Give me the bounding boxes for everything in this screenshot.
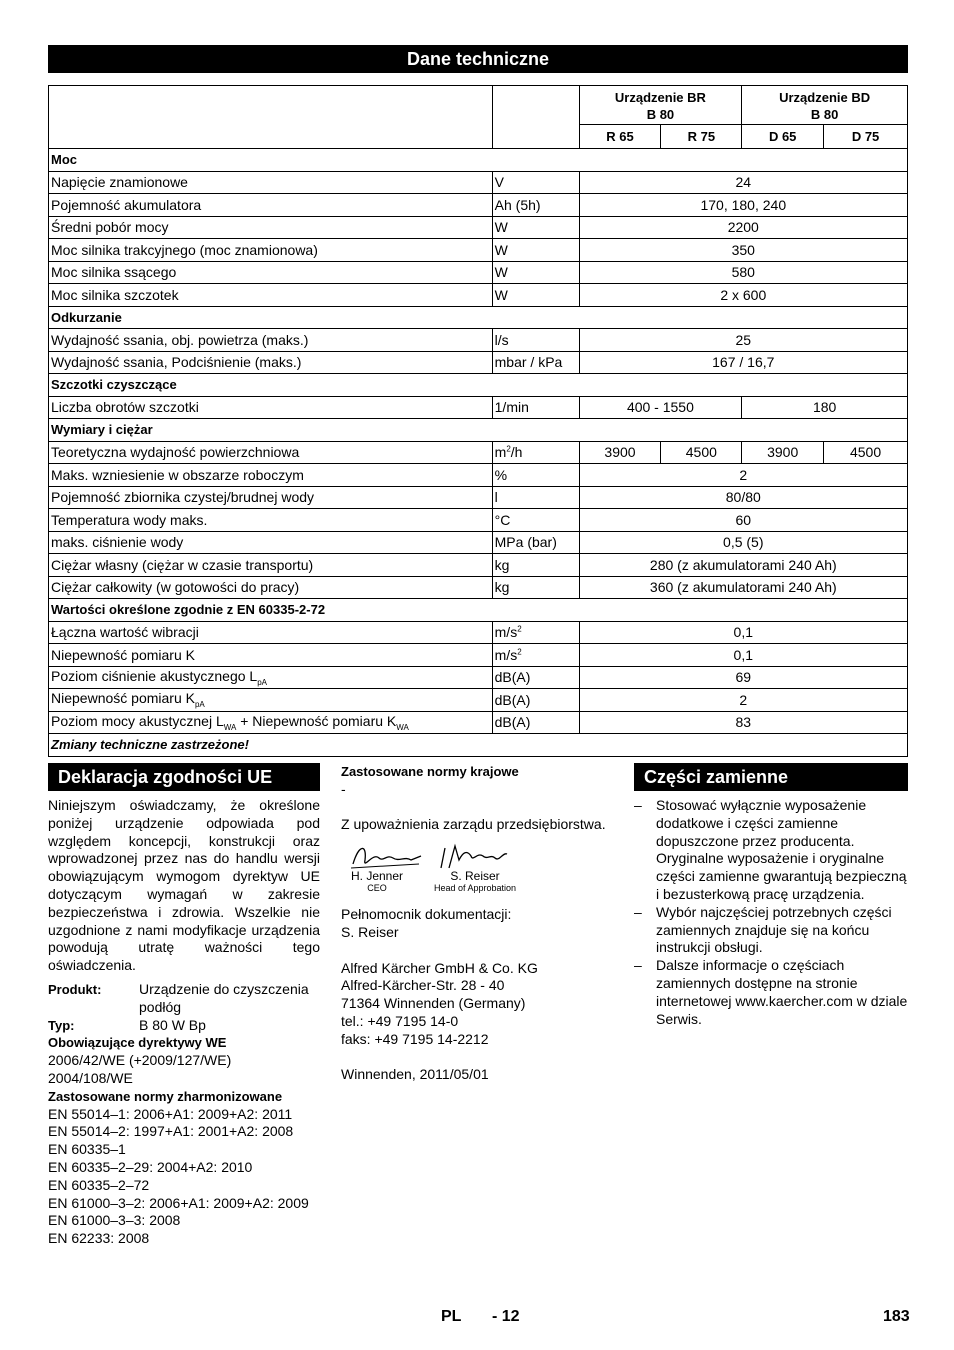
table-row: Moc silnika ssącego W 580 [49, 261, 908, 284]
table-row: maks. ciśnienie wody MPa (bar) 0,5 (5) [49, 531, 908, 554]
table-row: Wydajność ssania, Podciśnienie (maks.) mbar / kPa 167 / 16,7 [49, 351, 908, 374]
section-szczotki: Szczotki czyszczące [49, 374, 908, 397]
table-row: Moc silnika trakcyjnego (moc znamionowa) W 350 [49, 239, 908, 262]
table-row: Niepewność pomiaru K $m/s^2$ 0,1 [49, 644, 908, 667]
table-row: Temperatura wody maks. °C 60 [49, 509, 908, 532]
product-row [48, 981, 320, 1017]
technical-changes-note: Zmiany techniczne zastrzeżone! [49, 734, 908, 757]
table-row: Moc silnika szczotek W 2 x 600 [49, 284, 908, 307]
variant-r65: R 65 [579, 125, 661, 149]
spare-parts-list [634, 797, 908, 1028]
table-row: Poziom ciśnienie akustycznego $L_{pA}$ dB(A) 69 [49, 666, 908, 689]
section-wartosci: Wartości określone zgodnie z EN 60335-2-72 [49, 599, 908, 622]
table-row: Pojemność zbiornika czystej/brudnej wody l 80/80 [49, 486, 908, 509]
harmonized-item: EN 62233: 2008 [48, 1230, 150, 1247]
device-br-header: Urządzenie BR B 80 [579, 86, 742, 125]
harmonized-item: EN 60335–2–29: 2004+A2: 2010 [48, 1158, 253, 1175]
table-row: Napięcie znamionowe V 24 [49, 171, 908, 194]
declaration-middle-column [341, 763, 621, 1084]
table-row: Liczba obrotów szczotki 1/min 400 - 1550 180 [49, 396, 908, 419]
table-row: Średni pobór mocy W 2200 [49, 216, 908, 239]
table-header-row [49, 86, 908, 125]
directive-item: 2006/42/WE (+2009/127/WE) [48, 1052, 232, 1069]
declaration-title: Deklaracja zgodności UE [48, 763, 320, 791]
company-street: Alfred-Kärcher-Str. 28 - 40 [341, 977, 505, 994]
doc-rep-label: Pełnomocnik dokumentacji: [341, 906, 512, 923]
authorization-text: Z upoważnienia zarządu przedsiębiorstwa. [341, 816, 606, 833]
variant-d65: D 65 [742, 125, 824, 149]
directive-item: 2004/108/WE [48, 1069, 133, 1086]
variant-d75: D 75 [824, 125, 908, 149]
harmonized-item: EN 55014–2: 1997+A1: 2001+A2: 2008 [48, 1123, 294, 1140]
table-row: Wydajność ssania, obj. powietrza (maks.) l/s 25 [49, 329, 908, 352]
product-value: Urządzenie do czyszczenia podłóg [139, 980, 309, 1015]
footer-page-number: - 12 [492, 1308, 520, 1325]
national-norms-label: Zastosowane normy krajowe [341, 764, 519, 779]
signer-reiser: S. Reiser Head of Approbation [433, 869, 517, 894]
place-date: Winnenden, 2011/05/01 [341, 1066, 489, 1083]
product-label: Produkt: [48, 981, 102, 997]
type-label: Typ: [48, 1017, 75, 1033]
footer-language: PL [441, 1308, 462, 1325]
tech-data-table [48, 85, 908, 757]
harmonized-item: EN 61000–3–3: 2008 [48, 1212, 181, 1229]
type-value: B 80 W Bp [139, 1016, 206, 1033]
doc-rep-name: S. Reiser [341, 923, 399, 940]
variant-r75: R 75 [661, 125, 742, 149]
harmonized-item: EN 60335–2–72 [48, 1176, 150, 1193]
table-row: Poziom mocy akustycznej $L_{WA}$ + Niepewność pomiaru $K_{WA}$ dB(A) 83 [49, 711, 908, 734]
declaration-intro: Niniejszym oświadczamy, że określone poniżej urządzenie odpowiada pod względem koncepcji, konstrukcji oraz wprowadzonej przez nas do handlu wersji obowiązującym wymogom dyrektyw UE dotyczącym wymagań w zakresie bezpieczeństwa i zdrowia. Wszelkie nie uzgodnione z nami modyfikacje urządzenia powodują utratę ważności tego oświadczenia. [48, 797, 320, 974]
company-name: Alfred Kärcher GmbH & Co. KG [341, 959, 538, 976]
footer-document-page: 183 [883, 1308, 910, 1325]
list-item: – Stosować wyłącznie wyposażenie dodatkowe i części zamienne dopuszczone przez producenta. Oryginalne wyposażenie i oryginalne części zamienne gwarantują bezpieczną i bezusterkową pracę urządzenia. [634, 797, 907, 902]
harmonized-label: Zastosowane normy zharmonizowane [48, 1088, 283, 1104]
section-wymiary: Wymiary i ciężar [49, 419, 908, 442]
table-row: Maks. wzniesienie w obszarze roboczym % 2 [49, 464, 908, 487]
company-fax: faks: +49 7195 14-2212 [341, 1030, 489, 1047]
table-row: Łączna wartość wibracji $m/s^2$ 0,1 [49, 621, 908, 644]
spare-parts-title: Części zamienne [634, 763, 908, 791]
national-norms-value: - [341, 780, 346, 797]
harmonized-item: EN 61000–3–2: 2006+A1: 2009+A2: 2009 [48, 1194, 309, 1211]
table-row: Niepewność pomiaru $K_{pA}$ dB(A) 2 [49, 689, 908, 712]
harmonized-item: EN 55014–1: 2006+A1: 2009+A2: 2011 [48, 1105, 293, 1122]
declaration-column [48, 763, 320, 1248]
section-odkurzanie: Odkurzanie [49, 306, 908, 329]
directives-label: Obowiązujące dyrektywy WE [48, 1035, 227, 1051]
tech-data-title: Dane techniczne [48, 45, 908, 73]
signer-jenner: H. Jenner CEO [350, 869, 404, 894]
list-item: – Dalsze informacje o częściach zamiennych dostępne na stronie internetowej www.kaercher.com w dziale Serwis. [634, 957, 908, 1027]
device-bd-header: Urządzenie BD B 80 [742, 86, 908, 125]
table-row: Teoretyczna wydajność powierzchniowa $m^2/h$ 3900 4500 3900 4500 [49, 441, 908, 464]
list-item: – Wybór najczęściej potrzebnych części zamiennych znajduje się na końcu instrukcji obsługi. [634, 903, 892, 956]
harmonized-item: EN 60335–1 [48, 1141, 126, 1158]
company-city: 71364 Winnenden (Germany) [341, 995, 526, 1012]
company-tel: tel.: +49 7195 14-0 [341, 1012, 459, 1029]
table-row: Pojemność akumulatora Ah (5h) 170, 180, 240 [49, 194, 908, 217]
table-row: Ciężar własny (ciężar w czasie transportu) kg 280 (z akumulatorami 240 Ah) [49, 554, 908, 577]
table-row: Ciężar całkowity (w gotowości do pracy) kg 360 (z akumulatorami 240 Ah) [49, 576, 908, 599]
type-row [48, 1017, 320, 1035]
signatures [341, 842, 621, 896]
spare-parts-column [634, 763, 908, 1028]
section-moc: Moc [49, 149, 908, 172]
page-footer [0, 1308, 954, 1328]
